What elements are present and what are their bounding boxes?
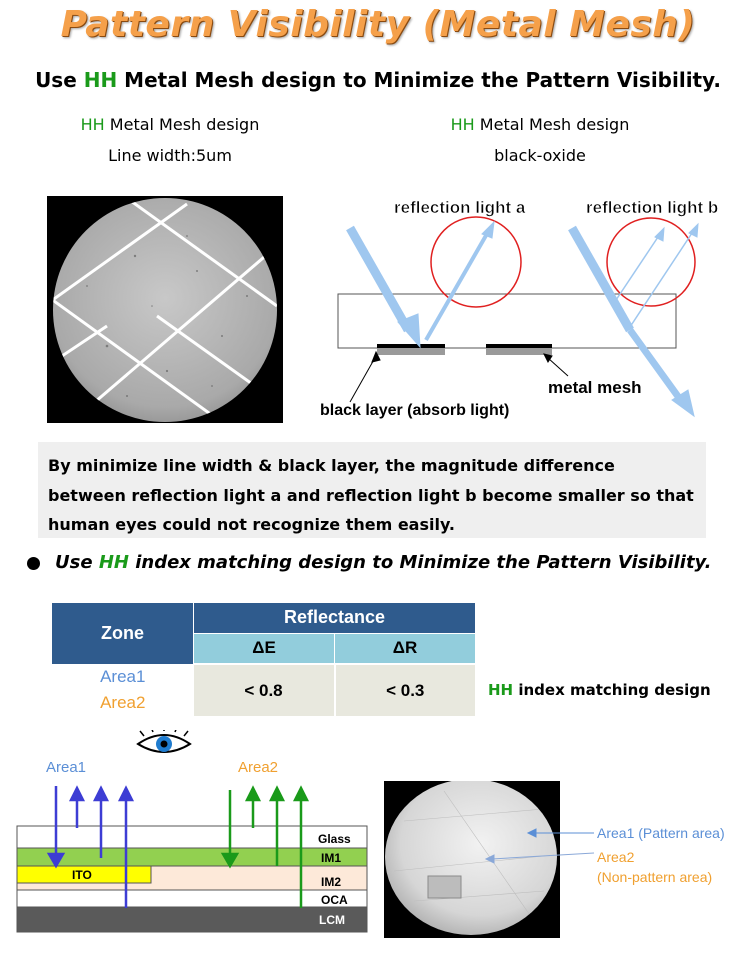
zone-cell [52, 664, 194, 716]
reflectance-table [52, 603, 475, 716]
pointer-arrows [350, 352, 568, 402]
index-label-rest: index matching design [513, 681, 711, 699]
bullet-brand: HH [98, 552, 129, 573]
left-caption-brand: HH [80, 115, 105, 134]
layer-glass [17, 826, 367, 848]
right-caption-brand: HH [450, 115, 475, 134]
eye-icon [138, 730, 190, 752]
bullet-icon [27, 557, 40, 570]
layer-lcm [17, 907, 367, 932]
bullet-pre: Use [55, 552, 99, 573]
label-glass: Glass [318, 832, 351, 846]
layer-im1 [17, 848, 367, 866]
subtitle-brand: HH [83, 68, 118, 92]
label-im1: IM1 [321, 851, 342, 865]
black-layer-left [377, 344, 445, 348]
right-caption [410, 115, 670, 165]
index-matching-label [488, 681, 711, 699]
label-im2: IM2 [321, 875, 342, 889]
zone-header: Zone [52, 603, 194, 664]
reflectance-header: Reflectance [194, 603, 476, 633]
dr-header: ΔR [335, 633, 476, 664]
right-caption-line2: black-oxide [494, 146, 586, 165]
subtitle [0, 68, 756, 92]
label-oca: OCA [321, 893, 348, 907]
index-matching-photo [384, 781, 746, 941]
stack-area2: Area2 [238, 759, 279, 776]
mesh-photo [47, 196, 283, 423]
metal-mesh-left [377, 348, 445, 355]
stack-area1: Area1 [46, 759, 87, 776]
layer-stack-diagram [10, 730, 375, 940]
zone-area2: Area2 [100, 693, 146, 712]
label-reflection-b: reflection light b [586, 198, 719, 217]
de-value: < 0.8 [194, 664, 335, 716]
zone-area1: Area1 [100, 667, 146, 686]
reflection-diagram [310, 190, 750, 430]
left-caption-line1: Metal Mesh design [104, 115, 260, 134]
subtitle-pre: Use [35, 68, 84, 92]
photo-label-area2: Area2 [597, 849, 635, 865]
black-layer-right [486, 344, 552, 348]
bullet-post: index matching design to Minimize the Pattern Visibility. [128, 552, 712, 573]
right-caption-line1: Metal Mesh design [474, 115, 630, 134]
label-metal-mesh: metal mesh [548, 378, 642, 397]
photo-label-area2-sub: (Non-pattern area) [597, 869, 713, 885]
label-ito: ITO [72, 868, 92, 882]
left-caption [40, 115, 300, 165]
de-header: ΔE [194, 633, 335, 664]
metal-mesh-right [486, 348, 552, 355]
photo-label-area1: Area1 (Pattern area) [597, 825, 725, 841]
note-text: By minimize line width & black layer, the magnitude difference between reflection light a and reflection light b become smaller so that human eyes could not recognize them easily. [48, 456, 694, 534]
bullet-text [55, 552, 711, 573]
subtitle-post: Metal Mesh design to Minimize the Pattern Visibility. [117, 68, 721, 92]
label-reflection-a: reflection light a [394, 198, 526, 217]
label-black-layer: black layer (absorb light) [320, 402, 510, 419]
pattern-square [428, 876, 461, 898]
layer-oca [17, 890, 367, 907]
dr-value: < 0.3 [335, 664, 476, 716]
index-label-brand: HH [488, 681, 514, 699]
page-title: Pattern Visibility (Metal Mesh) [60, 4, 696, 45]
label-lcm: LCM [319, 913, 345, 927]
left-caption-line2: Line width:5um [108, 146, 232, 165]
